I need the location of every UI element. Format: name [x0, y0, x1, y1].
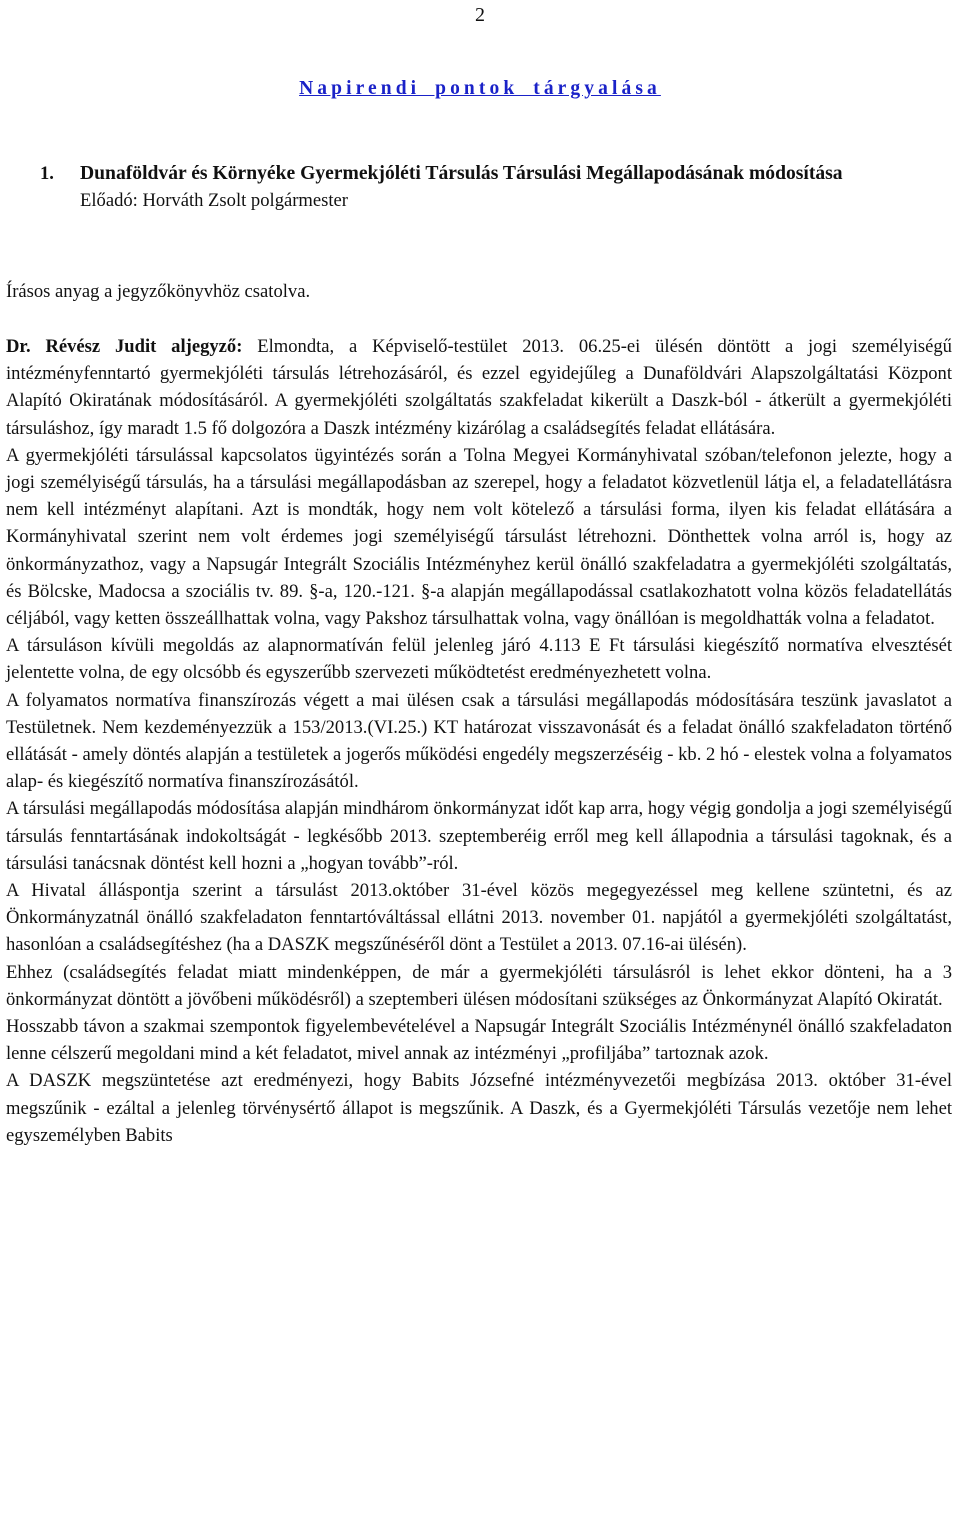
paragraph: A gyermekjóléti társulással kapcsolatos ügyintézés során a Tolna Megyei Kormányhivatal szóban/telefonon jelezte, hogy a jogi személyiségű társulás, ha a társulási megállapodásban az szerepel, hogy a feladatot közvetlenül látja el, a feladatellátásra nem kell intézményt alapítani. Azt is mondták, hogy nem volt kötelező a társulási forma, ilyen kis feladat ellátására a Kormányhivatal szerint nem volt érdemes jogi személyiségű társulást létrehozni. Dönthettek volna arról is, hogy az önkormányzathoz, vagy a Napsugár Integrált Szociális Intézményhez kerül önálló szakfeladatra a gyermekjóléti szolgáltatás, és Bölcske, Madocsa a szociális tv. 89. §-a, 120.-121. §-a alapján megállapodással csatlakozhatott volna közös feladatellátás céljából, vagy ketten összeállhattak volna, vagy Pakshoz társulhattak volna, vagy önállóan is megoldhatták volna a feladatot.	[6, 444, 952, 630]
agenda-item-title: Dunaföldvár és Környéke Gyermekjóléti Társulás Társulási Megállapodásának módosítása	[80, 163, 843, 184]
attachment-note: Írásos anyag a jegyzőkönyvhöz csatolva.	[6, 281, 311, 302]
paragraph-text: Elmondta, a Képviselő-testület 2013. 06.25-ei ülésén döntött a jogi személyiségű intézményfenntartó gyermekjóléti társulás létrehozásáról, és ezzel egyidejűleg a Dunaföldvári Alapszolgáltatási Központ Alapító Okiratának módosításáról. A gyermekjóléti szolgáltatás szakfeladat kikerült a Daszk-ból - átkerült a gyermekjóléti társuláshoz, így maradt 1.5 fő dolgozóra a Daszk intézmény kizárólag a családsegítés feladat ellátására.	[6, 336, 952, 439]
paragraph	[6, 333, 952, 442]
paragraph: Ehhez (családsegítés feladat miatt mindenképpen, de már a gyermekjóléti társulásról is lehet ekkor dönteni, ha a 3 önkormányzat döntött a jövőbeni működésről) a szeptemberi ülésen módosítani szükséges az Önkormányzat Alapító Okiratát.	[6, 961, 952, 1010]
paragraph: A Hivatal álláspontja szerint a társulást 2013.október 31-ével közös megegyezéssel meg kellene szüntetni, és az Önkormányzatnál önálló szakfeladaton fenntartóváltással ellátni 2013. november 01. napjától a gyermekjóléti szolgáltatást, hasonlóan a családsegítéshez (ha a DASZK megszűnéséről dönt a Testület a 2013. 07.16-ai ülésén).	[6, 880, 952, 956]
paragraph: Hosszabb távon a szakmai szempontok figyelembevételével a Napsugár Integrált Szociális Intézménynél önálló szakfeladaton lenne célszerű megoldani mind a két feladatot, mivel annak az intézményi „profiljába” tartoznak azok.	[6, 1016, 952, 1065]
paragraph: A társuláson kívüli megoldás az alapnormatíván felül jelenleg járó 4.113 E Ft társulási kiegészítő normatíva elvesztését jelentette volna, de egy olcsóbb és egyszerűbb szervezeti működtetést eredményezhetett volna.	[6, 635, 952, 684]
speaker-name: Dr. Révész Judit aljegyző:	[6, 336, 243, 357]
document-body	[6, 333, 952, 1149]
agenda-item-number: 1.	[40, 163, 54, 184]
page-number: 2	[475, 4, 485, 26]
paragraph: A DASZK megszüntetése azt eredményezi, hogy Babits Józsefné intézményvezetői megbízása 2013. október 31-ével megszűnik - ezáltal a jelenleg törvénysértő állapot is megszűnik. A Daszk, és a Gyermekjóléti Társulás vezetője nem lehet egyszemélyben Babits	[6, 1070, 952, 1146]
agenda-heading: Napirendi pontok tárgyalása	[299, 78, 661, 99]
agenda-item	[6, 160, 952, 214]
paragraph: A folyamatos normatíva finanszírozás végett a mai ülésen csak a társulási megállapodás módosítására teszünk javaslatot a Testületnek. Nem kezdeményezzük a 153/2013.(VI.25.) KT határozat visszavonását és a feladat önálló szakfeladaton történő ellátását - amely döntés alapján a testületek a jogerős működési engedély megszerzéséig - kb. 2 hó - elestek volna a folyamatos alap- és kiegészítő normatíva finanszírozásától.	[6, 689, 952, 793]
paragraph: A társulási megállapodás módosítása alapján mindhárom önkormányzat időt kap arra, hogy végig gondolja a jogi személyiségű társulás fenntartásának indokoltságát - legkésőbb 2013. szeptemberéig erről meg kell állapodnia a társulási tagoknak, és a társulási tanácsnak döntést kell hozni a „hogyan tovább”-ról.	[6, 798, 952, 874]
agenda-item-presenter: Előadó: Horváth Zsolt polgármester	[80, 190, 348, 212]
